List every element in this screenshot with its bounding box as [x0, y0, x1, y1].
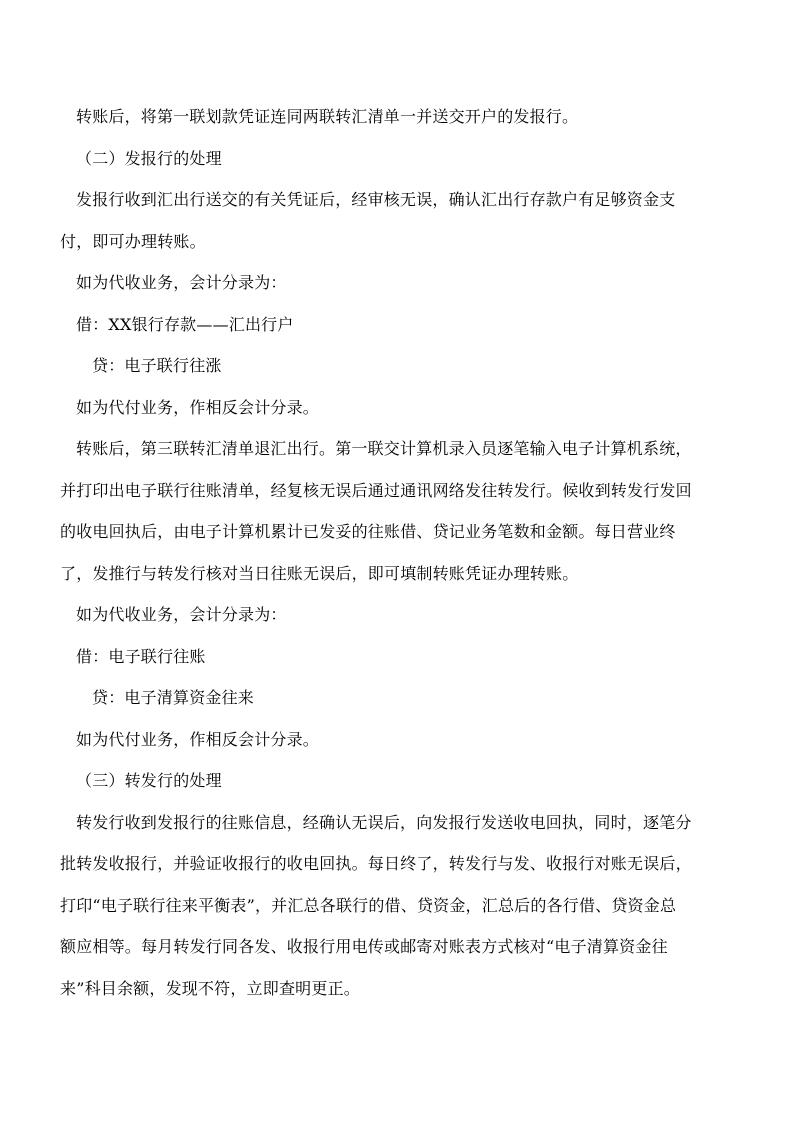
- paragraph-line: 如为代付业务，作相反会计分录。: [76, 730, 320, 749]
- paragraph-line: 如为代收业务，会计分录为：: [76, 273, 287, 292]
- paragraph-line: 批转发收报行，并验证收报行的收电回执。每日终了，转发行与发、收报行对账无误后，: [60, 854, 692, 873]
- paragraph-line: 来”科目余额，发现不符，立即查明更正。: [60, 979, 360, 998]
- paragraph-line: 转账后，将第一联划款凭证连同两联转汇清单一并送交开户的发报行。: [76, 107, 579, 126]
- journal-entry-debit: 借：电子联行往账: [76, 647, 206, 666]
- journal-entry-credit: 贷：电子清算资金往来: [92, 688, 255, 707]
- section-heading: （二）发报行的处理: [76, 149, 222, 168]
- paragraph-line: 转账后，第三联转汇清单退汇出行。第一联交计算机录入员逐笔输入电子计算机系统，: [76, 439, 692, 458]
- paragraph-line: 并打印出电子联行往账清单，经复核无误后通过通讯网络发往转发行。候收到转发行发回: [60, 481, 692, 500]
- paragraph-line: 如为代收业务，会计分录为：: [76, 605, 287, 624]
- journal-entry-credit: 贷：电子联行往涨: [92, 356, 222, 375]
- section-heading: （三）转发行的处理: [76, 771, 222, 790]
- paragraph-line: 了，发推行与转发行核对当日往账无误后，即可填制转账凭证办理转账。: [60, 564, 579, 583]
- paragraph-line: 打印“电子联行往来平衡表”，并汇总各联行的借、贷资金，汇总后的各行借、贷资金总: [60, 896, 677, 915]
- paragraph-line: 额应相等。每月转发行同各发、收报行用电传或邮寄对账表方式核对“电子清算资金往: [60, 937, 668, 956]
- paragraph-line: 转发行收到发报行的往账信息，经确认无误后，向发报行发送收电回执，同时，逐笔分: [76, 813, 692, 832]
- paragraph-line: 的收电回执后，由电子计算机累计已发妥的往账借、贷记业务笔数和金额。每日营业终: [60, 522, 676, 541]
- paragraph-line: 付，即可办理转账。: [60, 232, 206, 251]
- paragraph-line: 如为代付业务，作相反会计分录。: [76, 398, 320, 417]
- journal-entry-debit: 借：XX银行存款——汇出行户: [76, 315, 294, 334]
- paragraph-line: 发报行收到汇出行送交的有关凭证后，经审核无误，确认汇出行存款户有足够资金支: [76, 190, 676, 209]
